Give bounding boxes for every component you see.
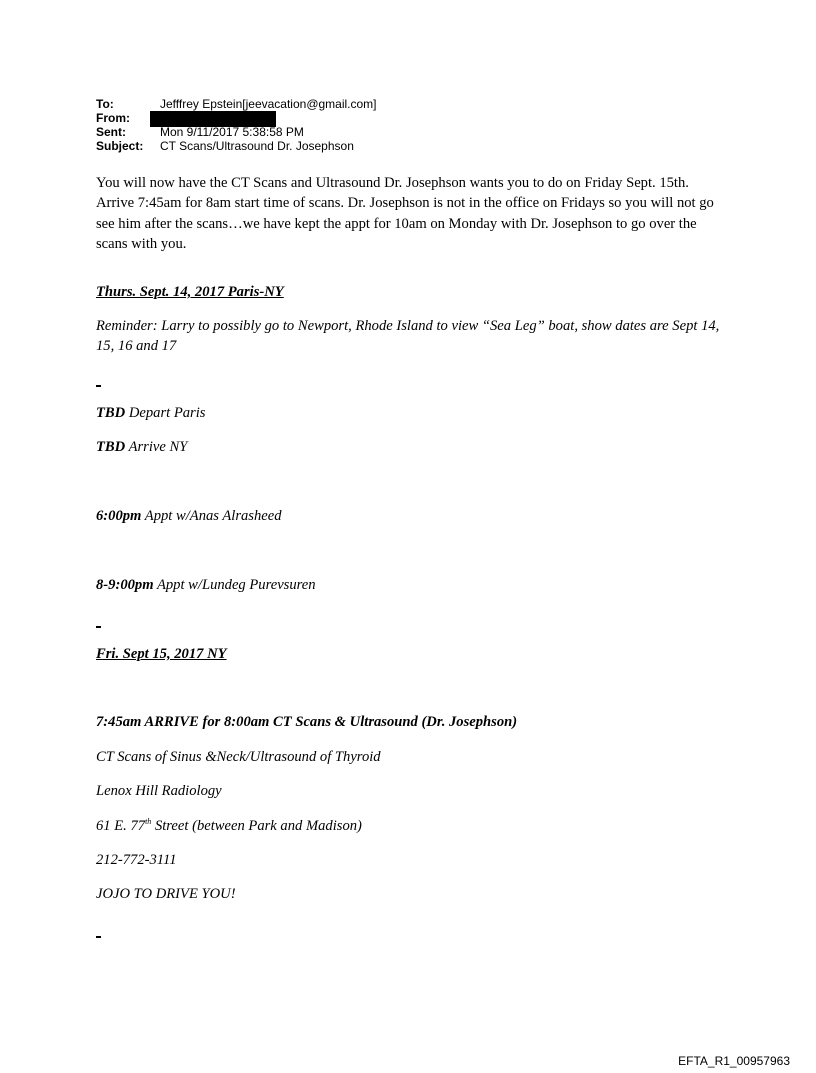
- arrive-line: [96, 437, 187, 457]
- subject-label: Subject:: [96, 139, 144, 153]
- to-label: To:: [96, 97, 114, 111]
- from-row: [96, 111, 377, 125]
- location-line: Lenox Hill Radiology: [96, 783, 222, 799]
- address-line: [96, 816, 362, 836]
- email-body: You will now have the CT Scans and Ultrasound Dr. Josephson wants you to do on Friday Sept. 15th. Arrive 7:45am for 8am start time of scans. Dr. Josephson is not in the office on Fridays so you will not go see him after the scans…we have kept the appt for 10am on Monday with Dr. Josephson to go over the scans with you.: [96, 175, 714, 252]
- appt2-text: Appt w/Lundeg Purevsuren: [153, 577, 316, 593]
- appt1-line: [96, 506, 282, 526]
- depart-line: [96, 403, 205, 423]
- sent-value: Mon 9/11/2017 5:38:58 PM: [160, 125, 304, 139]
- thursday-heading: Thurs. Sept. 14, 2017 Paris-NY: [96, 284, 284, 300]
- subject-value: CT Scans/Ultrasound Dr. Josephson: [160, 139, 354, 153]
- sent-label: Sent:: [96, 125, 126, 139]
- arrive-time: TBD: [96, 439, 126, 455]
- to-row: [96, 97, 377, 111]
- separator-dash: [96, 385, 101, 387]
- from-label: From:: [96, 111, 130, 125]
- address-sup: th: [145, 817, 152, 827]
- friday-heading: Fri. Sept 15, 2017 NY: [96, 646, 227, 662]
- appt1-text: Appt w/Anas Alrasheed: [141, 508, 282, 524]
- phone-line: 212-772-3111: [96, 852, 177, 868]
- friday-arrive-line: 7:45am ARRIVE for 8:00am CT Scans & Ultrasound (Dr. Josephson): [96, 714, 518, 730]
- reminder-text: Reminder: Larry to possibly go to Newport, Rhode Island to view “Sea Leg” boat, show dates are Sept 14, 15, 16 and 17: [96, 318, 720, 354]
- appt2-line: [96, 575, 316, 595]
- driver-line: JOJO TO DRIVE YOU!: [96, 886, 236, 902]
- email-header: [96, 97, 377, 153]
- address-pre: 61 E. 77: [96, 818, 146, 834]
- address-post: Street (between Park and Madison): [151, 818, 362, 834]
- document-id: EFTA_R1_00957963: [678, 1054, 790, 1068]
- subject-row: [96, 139, 377, 153]
- arrive-text: Arrive NY: [125, 439, 188, 455]
- to-value: Jefffrey Epstein[jeevacation@gmail.com]: [160, 97, 377, 111]
- separator-dash: [96, 936, 101, 938]
- depart-time: TBD: [96, 405, 126, 421]
- appt2-time: 8-9:00pm: [96, 577, 154, 593]
- sent-row: [96, 125, 377, 139]
- scans-line: CT Scans of Sinus &Neck/Ultrasound of Thyroid: [96, 749, 381, 765]
- depart-text: Depart Paris: [125, 405, 206, 421]
- appt1-time: 6:00pm: [96, 508, 142, 524]
- separator-dash: [96, 626, 101, 628]
